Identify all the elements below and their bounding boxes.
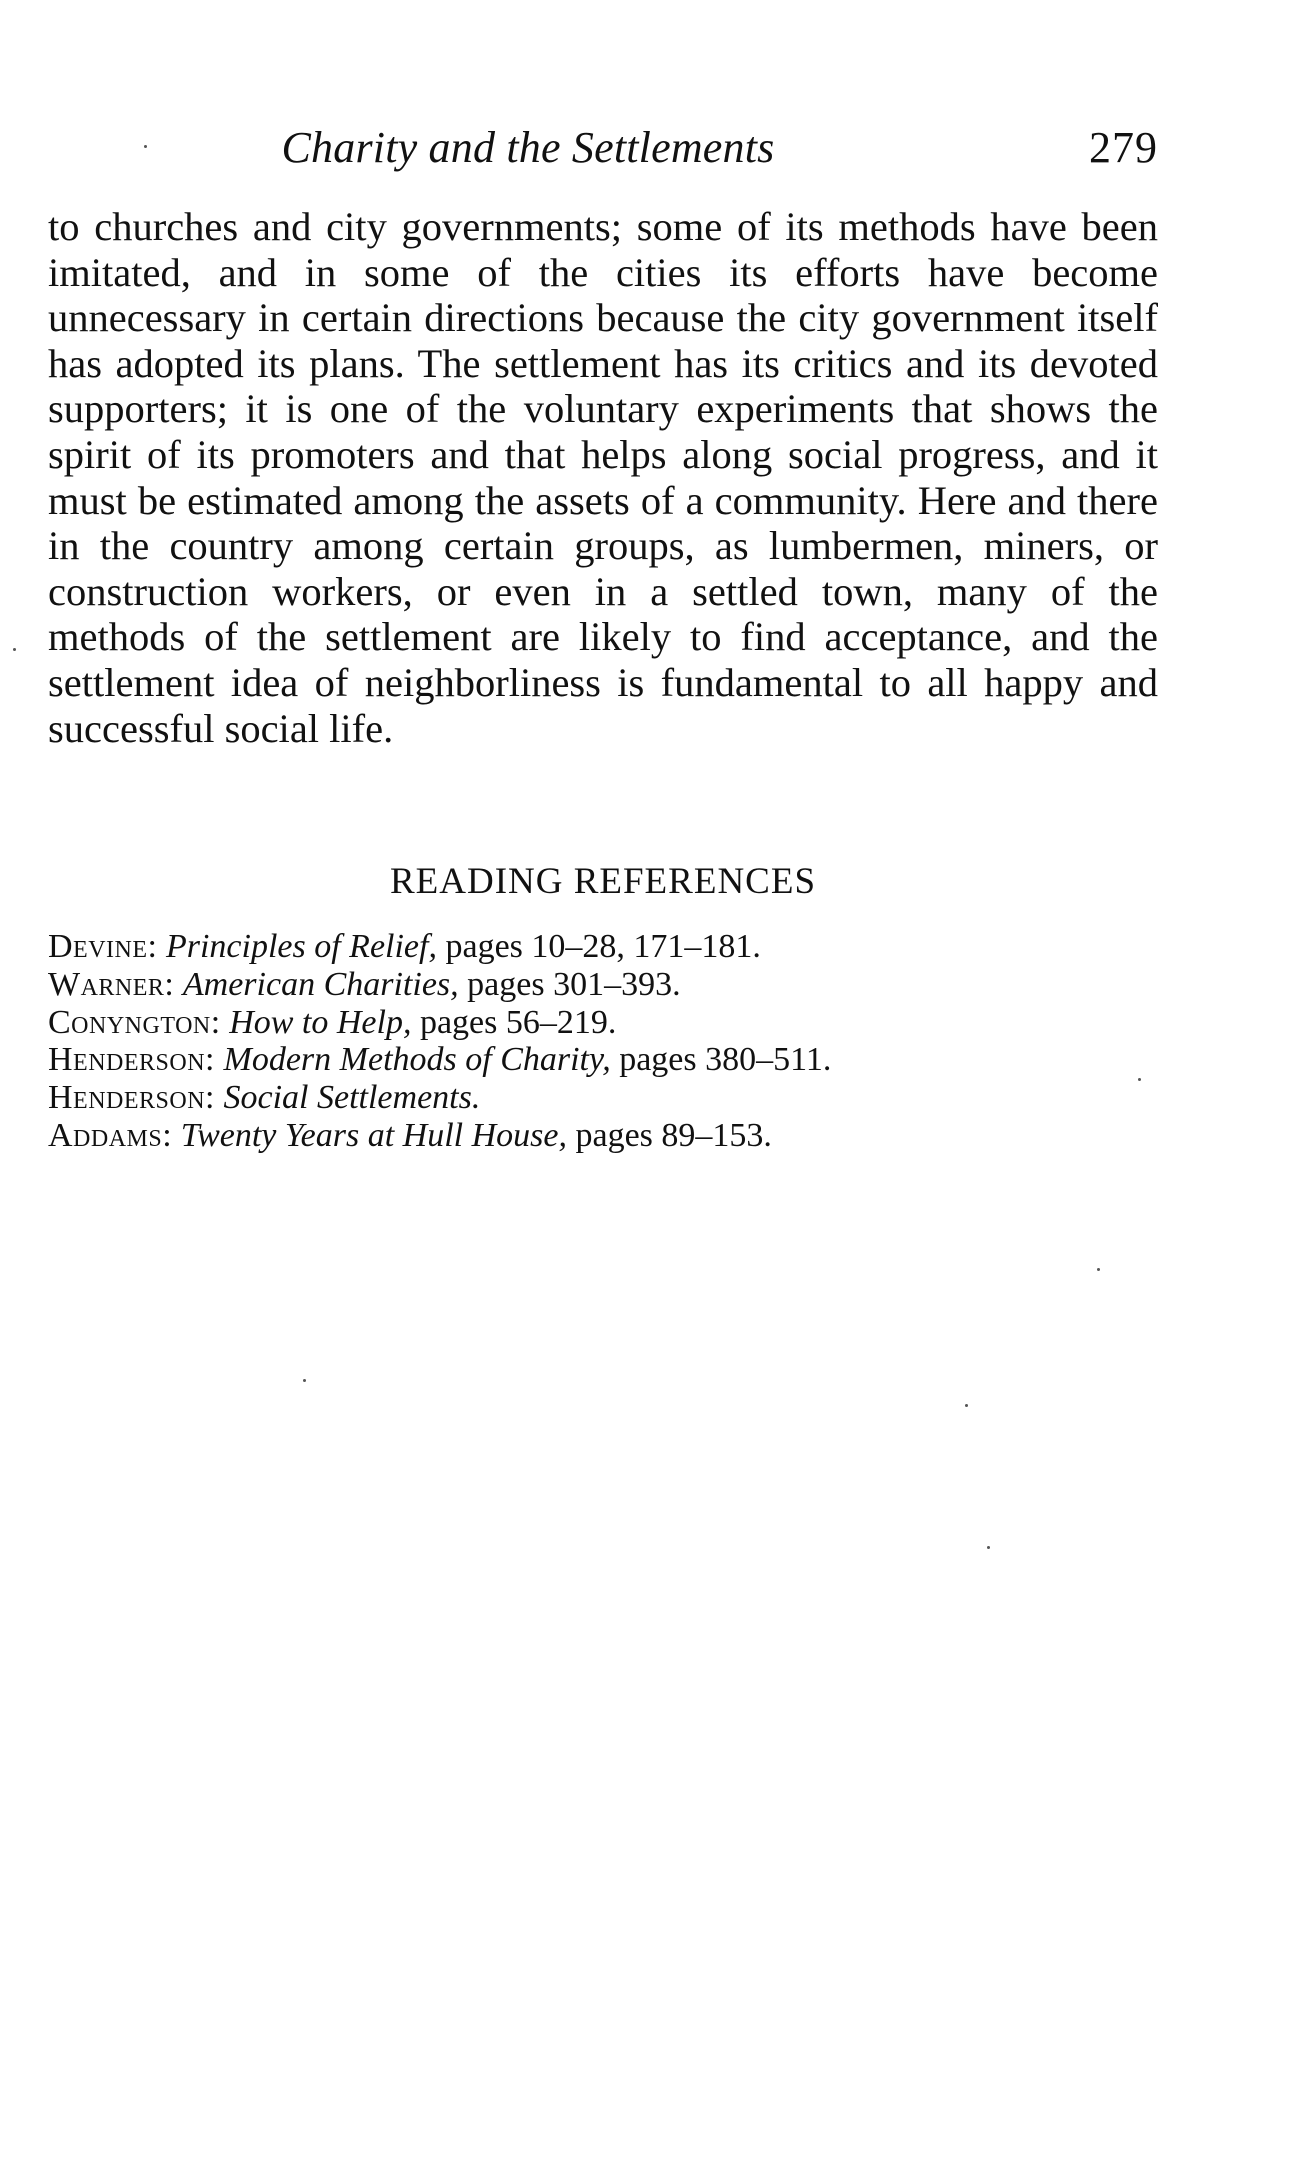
reference-item bbox=[48, 928, 1158, 966]
reference-work: Modern Methods of Charity, bbox=[223, 1041, 611, 1079]
reference-item bbox=[48, 1041, 1158, 1079]
paper-speck bbox=[144, 145, 147, 148]
reference-pages: pages 380–511. bbox=[619, 1041, 832, 1079]
paper-speck bbox=[987, 1546, 990, 1549]
reference-author: Conyngton: bbox=[48, 1003, 221, 1041]
reference-pages: pages 89–153. bbox=[575, 1116, 772, 1154]
reference-pages: pages 56–219. bbox=[419, 1003, 617, 1041]
page-number: 279 bbox=[1089, 123, 1158, 172]
reference-author: Devine: bbox=[48, 928, 158, 965]
reference-author: Addams: bbox=[48, 1116, 173, 1154]
reference-work: Principles of Relief, bbox=[165, 928, 437, 965]
body-paragraph: to churches and city governments; some of its methods have been imitated, and in some of the cities its efforts have become unnecessary in certain directions because the city government itself has adopted its plans. The settlement has its critics and its devoted supporters; it is one of the voluntary experiments that shows the spirit of its promoters and that helps along social progress, and it must be estimated among the assets of a community. Here and there in the country among certain groups, as lumbermen, miners, or construction workers, or even in a settled town, many of the methods of the settlement are likely to find acceptance, and the settlement idea of neighborliness is fundamental to all happy and successful social life. bbox=[48, 204, 1158, 751]
reading-references-heading: READING REFERENCES bbox=[389, 861, 817, 902]
running-title: Charity and the Settlements bbox=[281, 123, 775, 172]
reference-work: Twenty Years at Hull House, bbox=[180, 1116, 567, 1154]
reference-item bbox=[48, 1079, 1158, 1117]
reference-item bbox=[48, 1004, 1158, 1042]
reference-author: Warner: bbox=[48, 965, 175, 1003]
reference-item bbox=[48, 966, 1158, 1004]
reference-work: American Charities, bbox=[182, 965, 459, 1003]
reference-item bbox=[48, 1117, 1158, 1155]
reference-author: Henderson: bbox=[48, 1079, 216, 1117]
reference-work: How to Help, bbox=[229, 1003, 412, 1041]
paper-speck bbox=[1097, 1268, 1100, 1271]
reading-references-list bbox=[48, 928, 1158, 1155]
paper-speck bbox=[1138, 1078, 1141, 1081]
paper-speck bbox=[13, 648, 16, 651]
reference-pages: pages 301–393. bbox=[467, 965, 681, 1003]
running-head bbox=[48, 118, 1158, 178]
reference-pages: pages 10–28, 171–181. bbox=[445, 928, 761, 965]
reference-author: Henderson: bbox=[48, 1041, 216, 1079]
paper-speck bbox=[303, 1379, 306, 1382]
reference-work: Social Settlements. bbox=[223, 1079, 481, 1117]
paper-speck bbox=[965, 1404, 968, 1407]
